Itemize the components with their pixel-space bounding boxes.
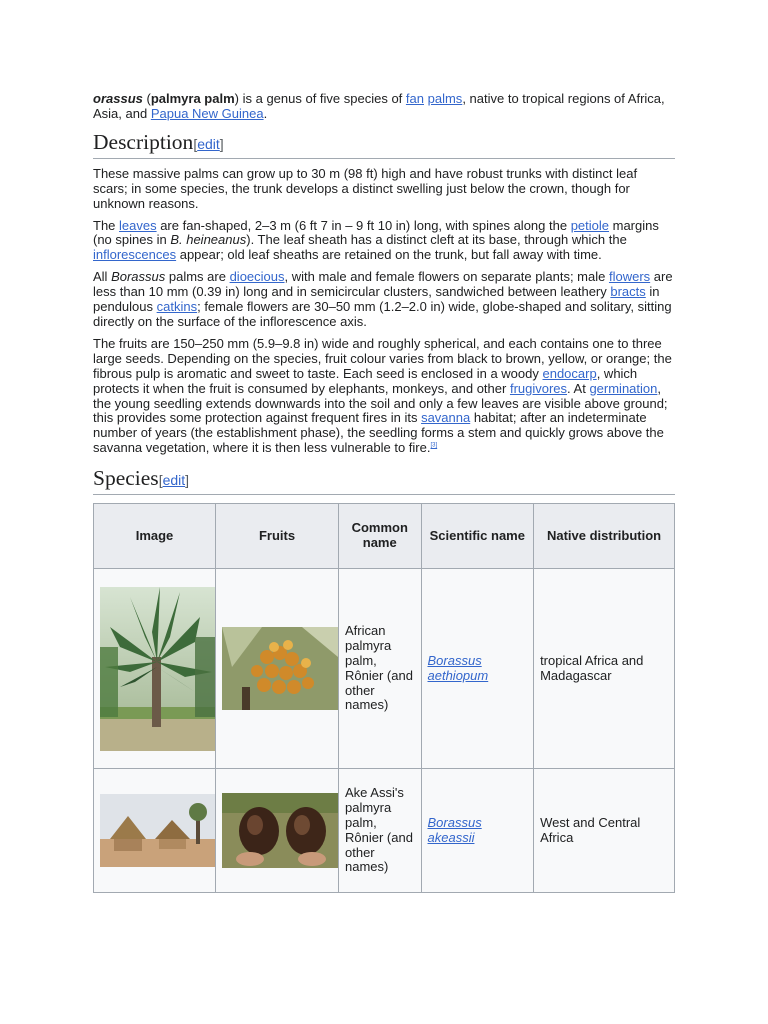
text: . At: [567, 380, 590, 396]
text: palms are: [165, 269, 230, 285]
text: All: [93, 269, 112, 285]
reference-link[interactable]: [3]: [430, 442, 438, 449]
link-dioecious[interactable]: dioecious: [229, 269, 285, 285]
edit-section: [193, 136, 223, 152]
text: appear; old leaf sheaths are retained on the trunk, but fall away with time.: [176, 247, 602, 263]
distribution-cell: tropical Africa and Madagascar: [534, 569, 675, 769]
village-huts-photo[interactable]: [100, 794, 215, 867]
text: , the young seedling extends downwards into the soil and only a few leaves are visible above ground; this provides some protection against frequent fires in its: [93, 380, 668, 426]
species-heading-text: Species: [93, 466, 159, 491]
palm-tree-photo[interactable]: [100, 587, 215, 751]
common-name-bold: palmyra palm: [150, 91, 235, 106]
link-inflorescences[interactable]: inflorescences: [93, 247, 177, 263]
edit-description-link[interactable]: edit: [197, 135, 220, 152]
table-header-row: [94, 504, 675, 569]
image-cell: [94, 569, 216, 769]
text: margins (no spines in: [93, 217, 659, 248]
column-header-native-distribution: Native distribution: [534, 504, 675, 569]
genus-name: orassus: [93, 91, 143, 106]
scientific-name-cell: [421, 769, 534, 893]
genus-italic: Borassus: [111, 269, 166, 285]
text: ). The leaf sheath has a distinct cleft at its base, through which the: [246, 232, 627, 248]
intro-paragraph: [93, 92, 675, 122]
article-body: [93, 92, 675, 893]
text: habitat; after an indeterminate number of years (the establishment phase), the seedling forms a stem and quickly grows above the savanna vegetation, where it is then less vulnerable to fire.: [93, 410, 664, 456]
text: , which protects it when the fruit is consumed by elephants, monkeys, and other: [93, 365, 638, 396]
link-borassus-aethiopum[interactable]: Borassus aethiopum: [427, 652, 489, 683]
edit-bracket: [: [193, 135, 198, 152]
column-header-common-name: Common name: [339, 504, 422, 569]
species-italic: B. heineanus: [170, 232, 247, 248]
link-borassus-akeassii[interactable]: Borassus akeassii: [427, 814, 482, 845]
description-p3: [93, 270, 675, 330]
edit-bracket: ]: [185, 472, 190, 489]
table-row: [94, 569, 675, 769]
common-name-cell: Ake Assi's palmyra palm, Rônier (and other names): [339, 769, 422, 893]
common-name-cell: African palmyra palm, Rônier (and other names): [339, 569, 422, 769]
scientific-name-cell: [421, 569, 534, 769]
fruits-cell: [216, 769, 339, 893]
link-catkins[interactable]: catkins: [156, 299, 198, 315]
image-cell: [94, 769, 216, 893]
table-row: [94, 769, 675, 893]
text: , with male and female flowers on separate plants; male: [284, 269, 609, 285]
edit-bracket: ]: [219, 135, 224, 152]
description-heading: [93, 129, 675, 159]
text: The fruits are 150–250 mm (5.9–9.8 in) wide and roughly spherical, and each contains one to three large seeds. Depending on the species, fruit colour varies from black to brown, yellow, or orange; the fibrous pulp is aromatic and sweet to taste. Each seed is enclosed in a woody: [93, 335, 672, 381]
edit-bracket: [: [158, 472, 163, 489]
distribution-cell: West and Central Africa: [534, 769, 675, 893]
intro-text: (: [142, 91, 151, 106]
species-heading: [93, 465, 675, 495]
fruits-photo[interactable]: [222, 793, 338, 868]
text: ; female flowers are 30–50 mm (1.2–2.0 in) wide, globe-shaped and solitary, sitting directly on the surface of the inflorescence axis.: [93, 299, 672, 329]
description-p2: [93, 219, 675, 264]
column-header-image: Image: [94, 504, 216, 569]
intro-text: ) is a genus of five species of: [234, 91, 406, 106]
link-endocarp[interactable]: endocarp: [542, 365, 597, 381]
link-palms[interactable]: palms: [427, 91, 463, 106]
description-p1: These massive palms can grow up to 30 m (98 ft) high and have robust trunks with distinct leaf scars; in some species, the trunk develops a distinct swelling just below the crown, though for unknown reasons.: [93, 165, 638, 211]
link-germination[interactable]: germination: [589, 380, 658, 396]
fruits-cell: [216, 569, 339, 769]
text: are fan-shaped, 2–3 m (6 ft 7 in – 9 ft 10 in) long, with spines along the: [156, 217, 571, 233]
intro-text: , native to tropical regions of Africa, Asia, and: [93, 91, 665, 121]
link-frugivores[interactable]: frugivores: [509, 380, 568, 396]
column-header-scientific-name: Scientific name: [421, 504, 534, 569]
text: The: [93, 217, 120, 233]
link-petiole[interactable]: petiole: [570, 217, 609, 233]
link-savanna[interactable]: savanna: [421, 410, 471, 426]
fruits-photo[interactable]: [222, 627, 338, 710]
link-flowers[interactable]: flowers: [608, 269, 651, 285]
link-fan[interactable]: fan: [405, 91, 424, 106]
description-heading-text: Description: [93, 129, 194, 154]
edit-section: [159, 472, 189, 488]
column-header-fruits: Fruits: [216, 504, 339, 569]
intro-text: .: [263, 105, 268, 121]
text: in pendulous: [93, 284, 660, 315]
text: are less than 10 mm (0.39 in) long and in semicircular clusters, sandwiched between leathery: [93, 269, 673, 300]
description-p4: [93, 337, 675, 456]
link-leaves[interactable]: leaves: [119, 217, 157, 233]
link-papua-new-guinea[interactable]: Papua New Guinea: [150, 105, 264, 121]
edit-species-link[interactable]: edit: [162, 472, 186, 489]
species-table: [93, 503, 675, 893]
link-bracts[interactable]: bracts: [610, 284, 646, 300]
